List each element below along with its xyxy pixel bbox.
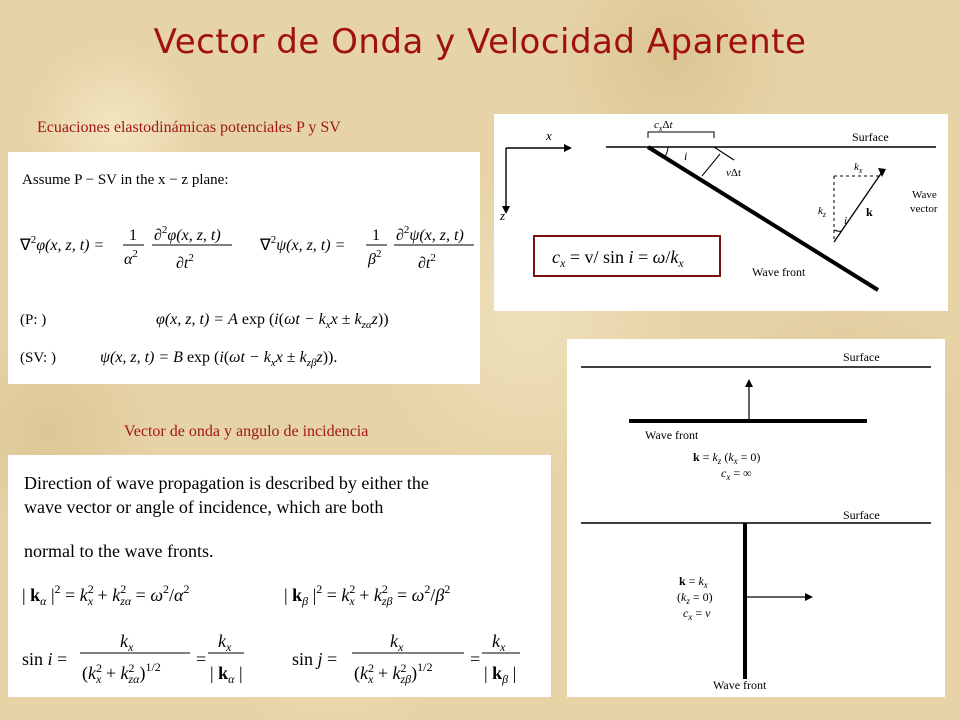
svg-text:(k2x + k2zα)1/2: ($k^2$ $x + k^2$ zα)$^{1/2}$ <box>82 660 161 686</box>
wave-equation-phi <box>19 224 232 272</box>
svg-text:kx: $k_x$ <box>218 631 232 654</box>
surface-label-bottom: Surface <box>843 508 880 522</box>
angle-i-label-vector: i <box>844 215 848 227</box>
apparent-velocity-diagram <box>494 114 948 311</box>
kz-label: $k_z$ <box>818 205 827 219</box>
k-beta-equation: | $k_\beta$ $|^2 = k^2$ $x + k^2$ $z\beta = \omega^2/\beta^2$ <box>284 582 451 608</box>
description-line-2: wave vector or angle of incidence, which are both <box>24 497 384 517</box>
case2-k-equation: $k = k_x$ <box>679 574 708 590</box>
svg-text:β2: $\beta^2$ <box>368 248 382 268</box>
angle-i-label-top: i <box>684 149 688 163</box>
caption-elastodynamic-equations: Ecuaciones elastodinámicas potenciales P y SV <box>37 119 341 136</box>
svg-text:∇2φ(x, z, t) =: ∇$^2$φ(x, z, t) = <box>20 234 105 254</box>
svg-text:=: = <box>470 649 481 669</box>
apparent-velocity-figure <box>494 114 948 311</box>
svg-text:sin i =: sin i = <box>22 649 68 669</box>
svg-text:∂t2: $\partial t^2$ <box>176 252 194 272</box>
svg-text:α2: $\alpha^2$ <box>124 248 138 268</box>
caption-wave-vector-incidence: Vector de onda y angulo de incidencia <box>124 423 369 440</box>
k-alpha-equation: | $k_\alpha$ $|^2 = k^2$ $x + k^2$ $z\alpha = \omega^2/\alpha^2$ <box>22 582 190 608</box>
svg-text:∂t2: $\partial t^2$ <box>418 252 436 272</box>
description-line-3: normal to the wave fronts. <box>24 541 214 561</box>
v-dt-marker <box>702 154 720 176</box>
svg-text:| kα |: | $k_\alpha$ | <box>210 663 243 686</box>
wave-front-label: Wave front <box>752 265 806 279</box>
surface-label: Surface <box>852 130 889 144</box>
sv-label: (SV: ) <box>20 350 56 366</box>
k-label: k <box>866 205 873 219</box>
svg-text:sin j =: sin j = <box>292 649 338 669</box>
incidence-cases-diagram <box>567 339 945 697</box>
x-axis-label: x <box>546 128 552 143</box>
case2-kz-equation: $(k_z = 0)$ <box>677 590 713 606</box>
wave-vector-panel <box>8 455 551 697</box>
wave-vector-label-2: vector <box>910 203 938 215</box>
k-vector-vertical-arrowhead <box>745 379 753 387</box>
wave-front-label-top: Wave front <box>645 428 699 442</box>
kx-label: $k_x$ <box>854 161 863 175</box>
svg-text:kx: $k_x$ <box>492 631 506 654</box>
svg-text:∇2ψ(x, z, t) =: ∇$^2$ψ(x, z, t) = <box>260 234 346 254</box>
wave-vector-label-1: Wave <box>912 189 937 201</box>
case2-cx-equation: $c_x = v$ <box>683 606 711 622</box>
p-solution: φ(x, z, t) = A $\exp (i(\omega t - k_xx \pm k_{z\alpha}z))$ <box>156 311 389 331</box>
svg-text:(k2x + k2zβ)1/2: ($k^2$ $x + k^2$ zβ)$^{1/2}$ <box>354 660 433 686</box>
cx-dt-bracket <box>648 132 714 138</box>
case1-cx-equation: $c_x$ = ∞ <box>721 466 752 482</box>
equations-figure <box>8 152 480 384</box>
svg-text:kx: $k_x$ <box>120 631 134 654</box>
svg-text:∂2φ(x, z, t): ∂$^2$φ(x, z, t) <box>154 224 221 244</box>
equations-panel <box>8 152 480 384</box>
apparent-velocity-formula: $c_x = v/$ $\sin i = \omega/k_x$ <box>552 247 684 270</box>
wave-vector-figure <box>8 455 551 697</box>
sin-i-equation <box>22 631 244 686</box>
svg-text:∂2ψ(x, z, t): ∂$^2$ψ(x, z, t) <box>396 224 464 244</box>
description-line-1: Direction of wave propagation is described by either the <box>24 473 429 493</box>
x-axis-arrowhead <box>564 144 572 152</box>
v-dt-label: vΔt <box>726 167 742 179</box>
svg-text:1: 1 <box>129 227 137 244</box>
incidence-cases-figure <box>567 339 945 697</box>
svg-text:=: = <box>196 649 207 669</box>
k-vector-horizontal-arrowhead <box>805 593 813 601</box>
case1-k-equation: $k = k_z$ $(k_x = 0)$ <box>693 450 761 466</box>
z-axis-label: z <box>500 208 506 223</box>
sin-j-equation <box>292 631 520 686</box>
p-label: (P: ) <box>20 312 47 328</box>
slide-title: Vector de Onda y Velocidad Aparente <box>153 22 807 62</box>
wave-equation-psi <box>259 224 474 272</box>
sv-solution: ψ(x, z, t) = B $\exp (i(\omega t - k_xx \pm k_{z\beta}z))$. <box>100 349 338 369</box>
svg-text:1: 1 <box>372 227 380 244</box>
svg-text:kx: $k_x$ <box>390 631 404 654</box>
svg-text:| kβ |: | $k_\beta$ | <box>484 663 517 686</box>
surface-label-top: Surface <box>843 350 880 364</box>
wave-front-label-bottom: Wave front <box>713 678 767 692</box>
assume-text: Assume P − SV in the x − z plane: <box>22 172 229 188</box>
angle-arc-vector <box>834 230 842 231</box>
cx-dt-label: $c_x\Delta t$ <box>654 119 673 133</box>
